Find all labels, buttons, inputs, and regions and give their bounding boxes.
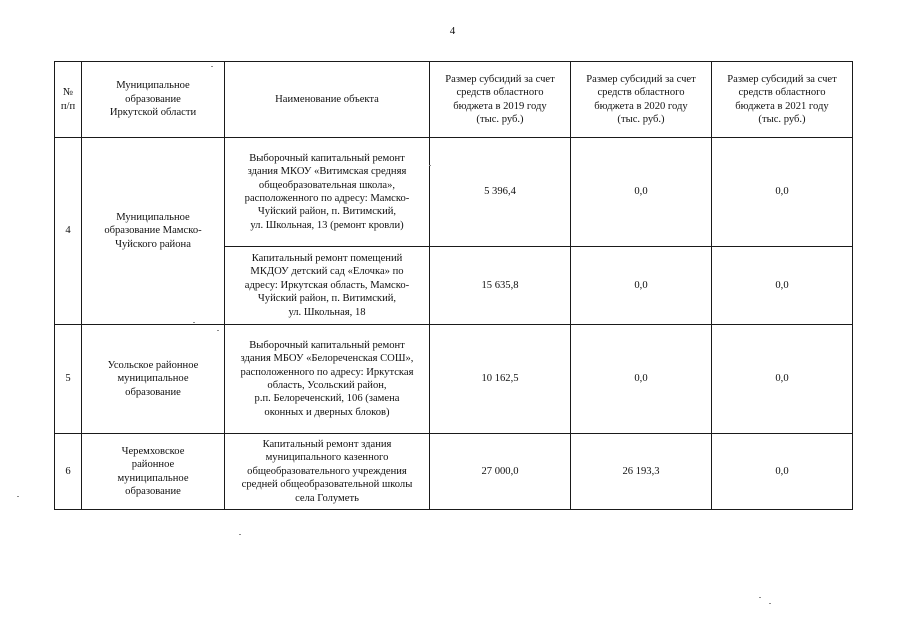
header-2019: Размер субсидий за счет средств областного бюджета в 2019 году (тыс. руб.)	[430, 62, 571, 138]
scan-speck	[239, 534, 241, 535]
amount-2019-cell: 10 162,5	[430, 325, 571, 434]
page-number: 4	[449, 25, 456, 37]
amount-2021-cell: 0,0	[712, 434, 853, 510]
object-cell: Капитальный ремонт здания муниципального казенного общеобразовательного учреждения средней общеобразовательной школы села Голуметь	[225, 434, 430, 510]
header-number: № п/п	[55, 62, 82, 138]
amount-2021-cell: 0,0	[712, 138, 853, 247]
header-municipality: Муниципальное образование Иркутской области	[82, 62, 225, 138]
row-number-cell: 5	[55, 325, 82, 434]
amount-2019-cell: 15 635,8	[430, 247, 571, 325]
header-2020: Размер субсидий за счет средств областного бюджета в 2020 году (тыс. руб.)	[571, 62, 712, 138]
subsidy-table	[54, 61, 853, 510]
amount-2019-cell: 27 000,0	[430, 434, 571, 510]
table-header	[55, 62, 853, 138]
amount-2021-cell: 0,0	[712, 247, 853, 325]
scan-speck	[17, 496, 19, 497]
amount-2020-cell: 0,0	[571, 138, 712, 247]
scan-speck	[217, 330, 219, 331]
header-row	[55, 62, 853, 138]
amount-2019-cell: 5 396,4	[430, 138, 571, 247]
scan-speck	[769, 603, 771, 604]
object-cell: Выборочный капитальный ремонт здания МБОУ «Белореченская СОШ», расположенного по адресу: Иркутская область, Усольский район, р.п. Белореченский, 106 (замена оконных и дверных блоков)	[225, 325, 430, 434]
scan-speck	[211, 66, 213, 67]
amount-2020-cell: 0,0	[571, 325, 712, 434]
table-row	[55, 325, 853, 434]
amount-2020-cell: 0,0	[571, 247, 712, 325]
object-cell: Капитальный ремонт помещений МКДОУ детский сад «Елочка» по адресу: Иркутская область, Мамско- Чуйский район, п. Витимский, ул. Школьная, 18	[225, 247, 430, 325]
table-body	[55, 138, 853, 510]
scan-speck	[193, 322, 195, 323]
object-cell: Выборочный капитальный ремонт здания МКОУ «Витимская средняя общеобразовательная школа», расположенного по адресу: Мамско- Чуйский район, п. Витимский, ул. Школьная, 13 (ремонт кровли)	[225, 138, 430, 247]
scan-speck	[429, 165, 431, 166]
scan-speck	[759, 597, 761, 598]
header-object: Наименование объекта	[225, 62, 430, 138]
row-number-cell: 6	[55, 434, 82, 510]
municipality-cell: Усольское районное муниципальное образование	[82, 325, 225, 434]
municipality-cell: Муниципальное образование Мамско- Чуйского района	[82, 138, 225, 325]
municipality-cell: Черемховское районное муниципальное образование	[82, 434, 225, 510]
header-2021: Размер субсидий за счет средств областного бюджета в 2021 году (тыс. руб.)	[712, 62, 853, 138]
amount-2021-cell: 0,0	[712, 325, 853, 434]
table-row	[55, 434, 853, 510]
row-number-cell: 4	[55, 138, 82, 325]
table-row	[55, 138, 853, 247]
amount-2020-cell: 26 193,3	[571, 434, 712, 510]
